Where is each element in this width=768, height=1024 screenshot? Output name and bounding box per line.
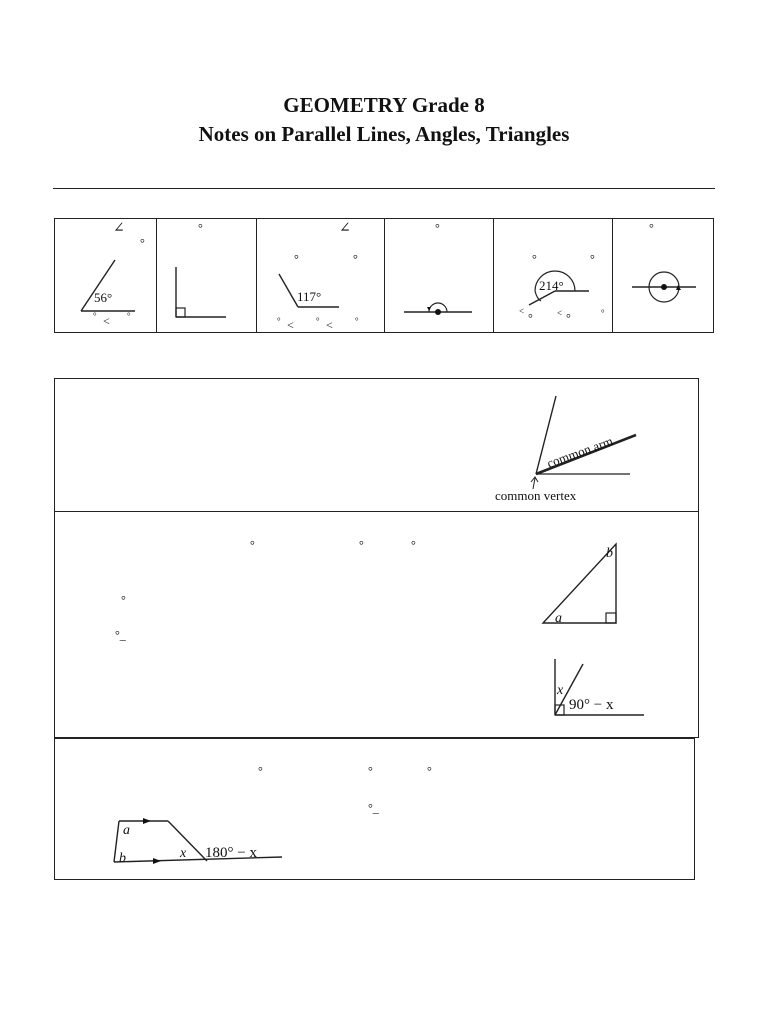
page-subtitle: Notes on Parallel Lines, Angles, Triangles [198,122,570,146]
angle-x-label: x [557,683,564,698]
degree-blank: °_ [368,801,379,815]
common-vertex-label: common vertex [495,488,577,503]
degree-symbol: ° [532,252,537,266]
degree-symbol: ° [93,311,97,321]
less-than-symbol: ° [566,311,571,325]
supplement-label: 180° − x [205,845,257,861]
table-cell-acute [55,219,157,332]
angle-measure-label: 117° [297,289,322,304]
common-arm-label: common arm [544,433,615,471]
angle-symbol: ∠ [339,221,351,236]
degree-symbol: ° [411,538,416,552]
degree-symbol: ° [353,252,358,266]
angle-types-table [54,218,714,333]
angle-symbol: ∠ [113,221,125,236]
adjacent-angles-figure [55,379,700,513]
degree-symbol: ° [250,538,255,552]
degree-symbol: ° [316,316,320,326]
angle-b-label: b [119,851,126,866]
complementary-angles-figures [55,512,700,739]
degree-symbol: ° [258,764,263,778]
revolution-angle-figure [612,219,713,332]
table-cell-reflex [493,219,613,332]
triangle-angle-a: a [555,611,562,626]
straight-angle-figure [384,219,493,332]
table-cell-obtuse [256,219,385,332]
degree-symbol: ° [649,221,654,235]
degree-symbol: < [557,308,563,318]
degree-symbol: ° [140,236,145,250]
less-than-symbol: < [287,318,294,332]
degree-blank: °_ [115,628,126,642]
less-than-symbol: ° [528,311,533,325]
triangle-angle-b: b [606,546,613,561]
degree-symbol: ° [355,316,359,326]
complement-label: 90° − x [569,697,614,713]
page-title: GEOMETRY Grade 8 [283,93,485,117]
table-cell-straight [384,219,494,332]
table-cell-revolution [612,219,713,332]
supplementary-angles-figure [55,739,696,881]
degree-symbol: ° [121,593,126,607]
obtuse-angle-figure [256,219,384,332]
right-angle-figure [156,219,256,332]
degree-symbol: ° [427,764,432,778]
header-divider [53,188,715,189]
degree-symbol: ° [435,221,440,235]
less-than-symbol: < [326,318,333,332]
supplementary-angles-section [54,738,695,880]
table-cell-right [156,219,257,332]
complementary-angles-section [54,511,699,738]
degree-symbol: ° [277,316,281,326]
less-than-symbol: < [103,314,110,328]
adjacent-angles-section [54,378,699,512]
degree-symbol: ° [368,764,373,778]
degree-symbol: ° [294,252,299,266]
angle-measure-label: 56° [94,290,113,305]
degree-symbol: ° [601,308,605,318]
degree-symbol: ° [198,221,203,235]
degree-symbol: ° [590,252,595,266]
degree-symbol: < [519,306,525,316]
reflex-angle-figure [493,219,612,332]
angle-a-label: a [123,823,130,838]
degree-symbol: ° [359,538,364,552]
angle-x-label: x [180,846,187,861]
angle-measure-label: 214° [539,278,564,293]
degree-symbol: ° [127,311,131,321]
